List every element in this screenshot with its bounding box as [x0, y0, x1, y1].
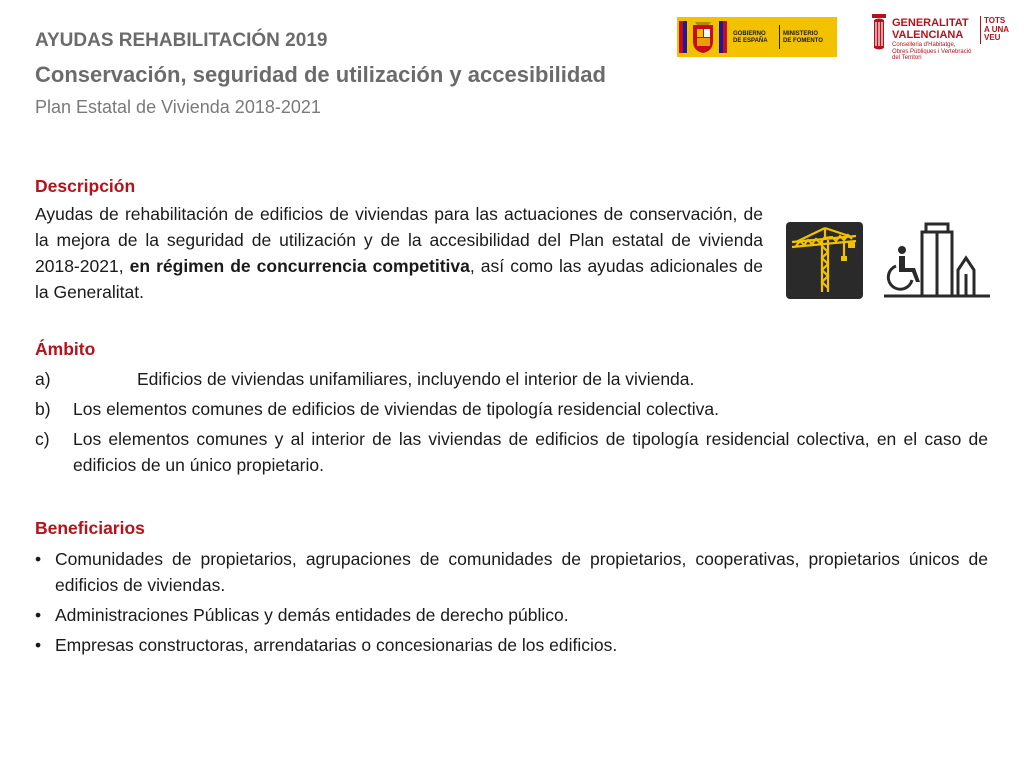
- header-kicker: AYUDAS REHABILITACIÓN 2019: [35, 30, 328, 51]
- list-item: [35, 546, 988, 598]
- descripcion-heading: Descripción: [35, 176, 136, 196]
- gobierno-espana-logo: [677, 17, 837, 57]
- tots-a-una-veu-tagline: TOTS A UNA VEU: [984, 16, 1010, 42]
- list-item: [35, 602, 988, 628]
- bullet-marker: •: [35, 605, 42, 625]
- list-item-text: Los elementos comunes de edificios de viviendas de tipología residencial colectiva.: [73, 399, 719, 419]
- ministerio-fomento-text: MINISTERIO DE FOMENTO: [783, 31, 823, 44]
- beneficiarios-heading: Beneficiarios: [35, 518, 145, 538]
- list-marker: c): [35, 429, 50, 449]
- descripcion-bold-text: en régimen de concurrencia competitiva: [129, 256, 470, 276]
- logo-divider: [980, 16, 981, 44]
- ambito-list: [35, 366, 988, 482]
- list-marker: a): [35, 369, 51, 389]
- list-item-text: Los elementos comunes y al interior de las viviendas de edificios de tipología residencial colectiva, en el caso de edificios de un único propietario.: [73, 429, 988, 475]
- list-item: [35, 632, 988, 658]
- list-item-text: Edificios de viviendas unifamiliares, incluyendo el interior de la vivienda.: [137, 369, 695, 389]
- list-item-text: Comunidades de propietarios, agrupaciones de comunidades de propietarios, cooperativas, propietarios únicos de edificios de viviendas.: [55, 549, 988, 595]
- descripcion-text: Ayudas de rehabilitación de edificios de viviendas para las actuaciones de conservación, de la mejora de la seguridad de utilización y de la accesibilidad del Plan estatal de vivienda 2018-2021,: [35, 204, 763, 276]
- crane-icon: [786, 222, 863, 299]
- page-title: Conservación, seguridad de utilización y accesibilidad: [35, 62, 606, 87]
- descripcion-text-end: , así como las ayudas adicionales de la Generalitat.: [35, 256, 764, 302]
- descripcion-paragraph: [35, 201, 763, 305]
- gobierno-espana-text: GOBIERNO DE ESPAÑA: [733, 31, 768, 44]
- coat-of-arms-icon: [679, 19, 727, 55]
- list-item-text: Empresas constructoras, arrendatarias o concesionarias de los edificios.: [55, 635, 618, 655]
- logo-divider: [779, 25, 780, 49]
- list-item: [35, 366, 988, 392]
- generalitat-valenciana-logo: [870, 10, 1020, 70]
- list-item: [35, 426, 988, 478]
- list-marker: b): [35, 399, 51, 419]
- generalitat-name: GENERALITAT VALENCIANA: [892, 17, 969, 41]
- list-item-text: Administraciones Públicas y demás entidades de derecho público.: [55, 605, 569, 625]
- accessibility-icon: [882, 222, 992, 299]
- list-item: [35, 396, 988, 422]
- page-subtitle: Plan Estatal de Vivienda 2018-2021: [35, 97, 321, 117]
- generalitat-mark-icon: [870, 12, 888, 50]
- ambito-heading: Ámbito: [35, 339, 96, 359]
- conselleria-name: Conselleria d'Habitatge, Obres Públiques i Vertebració del Territori: [892, 42, 972, 61]
- bullet-marker: •: [35, 549, 42, 569]
- beneficiarios-list: [35, 546, 988, 662]
- bullet-marker: •: [35, 635, 42, 655]
